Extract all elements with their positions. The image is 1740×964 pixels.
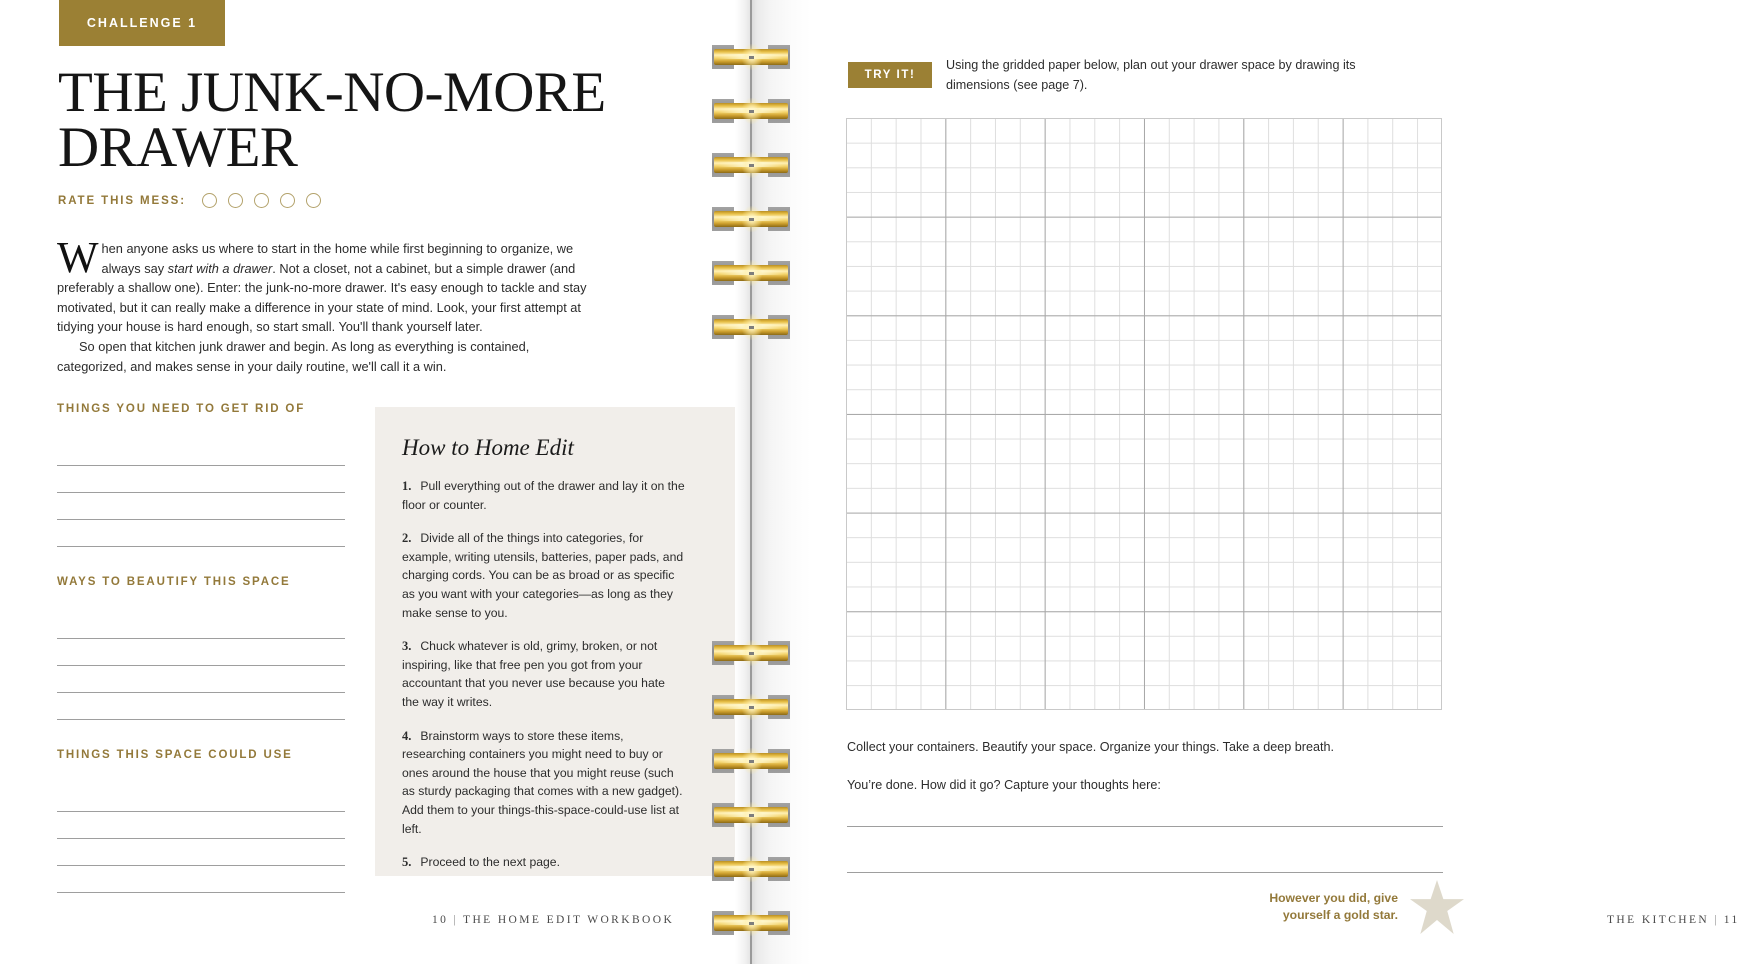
write-lines-group (57, 612, 345, 720)
list-heading: WAYS TO BEAUTIFY THIS SPACE (57, 576, 291, 588)
coil-notch (749, 164, 754, 167)
write-line[interactable] (57, 812, 345, 839)
how-to-step-number: 3. (402, 639, 412, 654)
how-to-step (402, 477, 685, 514)
intro-paragraph-1 (57, 233, 588, 337)
write-line[interactable] (57, 693, 345, 720)
star-icon (1410, 880, 1464, 934)
footer-section-title: THE KITCHEN (1607, 914, 1710, 926)
closing-line-1: Collect your containers. Beautify your space. Organize your things. Take a deep breath. (847, 740, 1334, 754)
try-it-badge (848, 62, 932, 88)
intro-text-block (57, 233, 588, 376)
answer-write-line[interactable] (847, 826, 1443, 827)
how-to-steps-list (402, 477, 685, 887)
list-heading: THINGS YOU NEED TO GET RID OF (57, 403, 306, 415)
answer-write-line[interactable] (847, 872, 1443, 873)
write-lines-group (57, 785, 345, 893)
how-to-step (402, 529, 685, 622)
how-to-step (402, 853, 685, 872)
challenge-badge (59, 0, 225, 46)
how-to-title: How to Home Edit (402, 435, 574, 460)
try-it-badge-label: TRY IT! (864, 69, 916, 81)
coil-notch (749, 868, 754, 871)
page-title: THE JUNK-NO-MORE DRAWER (58, 61, 606, 179)
coil-notch (749, 706, 754, 709)
closing-line-2: You’re done. How did it go? Capture your thoughts here: (847, 778, 1161, 792)
how-to-home-edit-box (375, 407, 749, 876)
rating-circle-5[interactable] (306, 193, 321, 208)
coil-notch (749, 652, 754, 655)
intro-paragraph-1-text: hen anyone asks us where to start in the home while first beginning to organize, we always say start with a drawer. Not a closet, not a cabinet, but a simple drawer (and preferably a shallow one). Enter: the junk-no-more drawer. It's easy enough to tackle and stay motivated, but it can really make a difference in your state of mind. Look, your first attempt at tidying your house is hard enough, so start small. You'll thank yourself later. (57, 241, 587, 335)
how-to-step (402, 637, 685, 711)
footer-book-title: THE HOME EDIT WORKBOOK (463, 914, 675, 926)
coil-notch (749, 814, 754, 817)
rate-this-mess-label: RATE THIS MESS: (58, 194, 186, 207)
write-line[interactable] (57, 639, 345, 666)
drop-cap: W (57, 233, 99, 282)
write-line[interactable] (57, 666, 345, 693)
emphasized-phrase: start with a drawer (167, 260, 273, 276)
right-page (760, 0, 1740, 964)
rate-this-mess-row (58, 193, 321, 208)
write-lines-group (57, 439, 345, 547)
how-to-step-text: Pull everything out of the drawer and lay it on the floor or counter. (402, 479, 685, 512)
footer-page-number: 10 (432, 914, 449, 926)
list-section-beautify (57, 576, 345, 720)
coil-notch (749, 326, 754, 329)
footer-separator: | (453, 914, 459, 926)
rating-circle-4[interactable] (280, 193, 295, 208)
try-it-instructions: Using the gridded paper below, plan out your drawer space by drawing its dimensions (see page 7). (946, 58, 1356, 92)
how-to-step-text: Chuck whatever is old, grimy, broken, or not inspiring, like that free pen you got from your accountant that you never use because you hate the way it writes. (402, 639, 665, 709)
write-line[interactable] (57, 866, 345, 893)
coil-notch (749, 922, 754, 925)
how-to-step-text: Brainstorm ways to store these items, researching containers you might need to buy or ones around the house that you might reuse (such as sturdy packaging that comes with a new gadget). Add them to your things-this-space-could-use list at left. (402, 728, 683, 836)
gold-star-note: However you did, give yourself a gold star. (1269, 891, 1398, 922)
write-line[interactable] (57, 612, 345, 639)
write-line[interactable] (57, 439, 345, 466)
rating-circle-2[interactable] (228, 193, 243, 208)
how-to-step-number: 2. (402, 531, 412, 546)
how-to-step-text: Divide all of the things into categories, for example, writing utensils, batteries, paper pads, and charging cords. You can be as broad or as specific as you want with your categories—as long as they make sense to you. (402, 531, 684, 620)
rating-circle-3[interactable] (254, 193, 269, 208)
footer-left (432, 914, 674, 926)
coil-notch (749, 760, 754, 763)
gridded-paper[interactable] (846, 118, 1442, 710)
list-section-could-use (57, 749, 345, 893)
how-to-step-text: Proceed to the next page. (420, 855, 560, 870)
how-to-step (402, 727, 685, 839)
how-to-step-number: 4. (402, 728, 412, 743)
grid-border (846, 118, 1442, 710)
rating-circle-1[interactable] (202, 193, 217, 208)
list-section-get-rid-of (57, 403, 345, 547)
challenge-badge-label: CHALLENGE 1 (86, 16, 198, 30)
write-line[interactable] (57, 785, 345, 812)
coil-notch (749, 56, 754, 59)
coil-notch (749, 218, 754, 221)
footer-right (1607, 914, 1740, 926)
intro-paragraph-2: So open that kitchen junk drawer and begin. As long as everything is contained, categorized, and makes sense in your daily routine, we'll call it a win. (57, 338, 530, 374)
how-to-step-number: 1. (402, 479, 412, 493)
list-heading: THINGS THIS SPACE COULD USE (57, 749, 293, 761)
coil-notch (749, 110, 754, 113)
write-line[interactable] (57, 520, 345, 547)
write-line[interactable] (57, 839, 345, 866)
write-line[interactable] (57, 466, 345, 493)
how-to-step-number: 5. (402, 855, 412, 870)
write-line[interactable] (57, 493, 345, 520)
coil-notch (749, 272, 754, 275)
footer-page-number: 11 (1723, 914, 1740, 926)
footer-separator: | (1714, 914, 1719, 926)
